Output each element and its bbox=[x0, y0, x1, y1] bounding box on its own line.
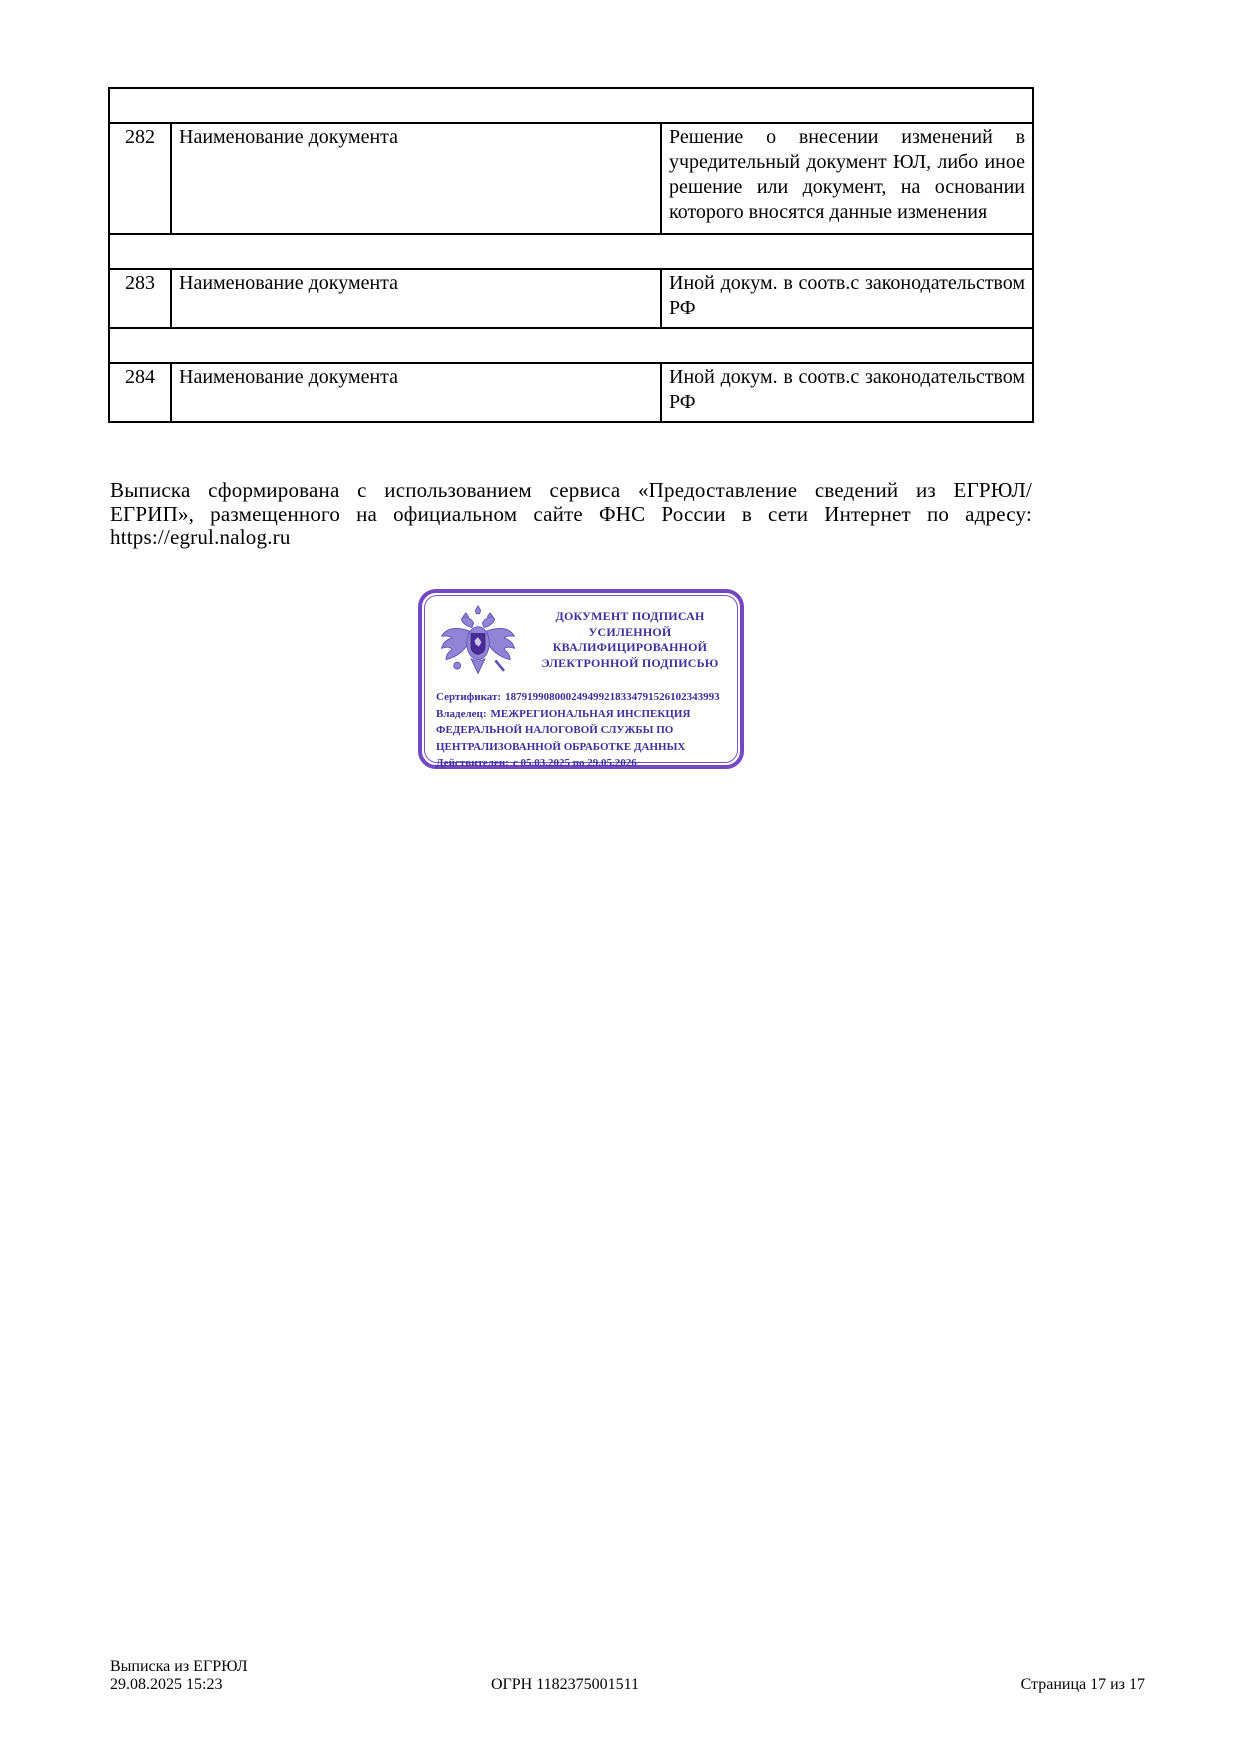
table-spacer-row bbox=[109, 88, 1033, 123]
row-number: 283 bbox=[109, 269, 171, 328]
row-value: Решение о внесении изменений в учредительный документ ЮЛ, либо иное решение или документ, на основании которого вносятся данные изменения bbox=[661, 123, 1033, 234]
stamp-title-line1: ДОКУМЕНТ ПОДПИСАН bbox=[555, 609, 705, 623]
footer-doc-type: Выписка из ЕГРЮЛ bbox=[110, 1658, 248, 1675]
row-label: Наименование документа bbox=[171, 269, 661, 328]
owner-value: МЕЖРЕГИОНАЛЬНАЯ ИНСПЕКЦИЯ ФЕДЕРАЛЬНОЙ НАЛОГОВОЙ СЛУЖБЫ ПО ЦЕНТРАЛИЗОВАННОЙ ОБРАБОТКЕ ДАННЫХ bbox=[436, 707, 691, 753]
row-value: Иной докум. в соотв.с законодательством РФ bbox=[661, 363, 1033, 422]
certificate-label: Сертификат: bbox=[436, 691, 502, 703]
stamp-meta bbox=[436, 689, 736, 772]
validity-value: с 05.03.2025 по 29.05.2026 bbox=[512, 757, 637, 769]
footer-page-number: Страница 17 из 17 bbox=[1020, 1676, 1145, 1693]
table-row bbox=[109, 269, 1033, 328]
row-label: Наименование документа bbox=[171, 123, 661, 234]
signature-stamp bbox=[418, 589, 744, 769]
russia-coat-of-arms-icon bbox=[434, 605, 522, 683]
table-spacer-row bbox=[109, 234, 1033, 269]
certificate-value: 187919908000249499218334791526102343993 bbox=[505, 691, 720, 703]
footer-datetime: 29.08.2025 15:23 bbox=[110, 1676, 223, 1693]
row-number: 284 bbox=[109, 363, 171, 422]
footer-ogrn: ОГРН 1182375001511 bbox=[490, 1676, 640, 1693]
validity-line bbox=[436, 755, 736, 772]
owner-line bbox=[436, 706, 736, 756]
note-paragraph: Выписка сформирована с использованием сервиса «Предоставление сведений из ЕГРЮЛ/ЕГРИП», размещенного на официальном сайте ФНС России в сети Интернет по адресу: https://egrul.nalog.ru bbox=[110, 478, 1032, 549]
validity-label: Действителен: bbox=[436, 757, 509, 769]
table-row bbox=[109, 123, 1033, 234]
row-value: Иной докум. в соотв.с законодательством РФ bbox=[661, 269, 1033, 328]
row-label: Наименование документа bbox=[171, 363, 661, 422]
stamp-title bbox=[524, 609, 736, 671]
table-row bbox=[109, 363, 1033, 422]
row-number: 282 bbox=[109, 123, 171, 234]
stamp-title-line2: УСИЛЕННОЙ КВАЛИФИЦИРОВАННОЙ bbox=[552, 624, 708, 654]
certificate-line bbox=[436, 689, 736, 706]
owner-label: Владелец: bbox=[436, 707, 487, 720]
table-spacer-row bbox=[109, 328, 1033, 363]
stamp-title-line3: ЭЛЕКТРОННОЙ ПОДПИСЬЮ bbox=[541, 655, 719, 670]
records-table bbox=[108, 87, 1034, 423]
